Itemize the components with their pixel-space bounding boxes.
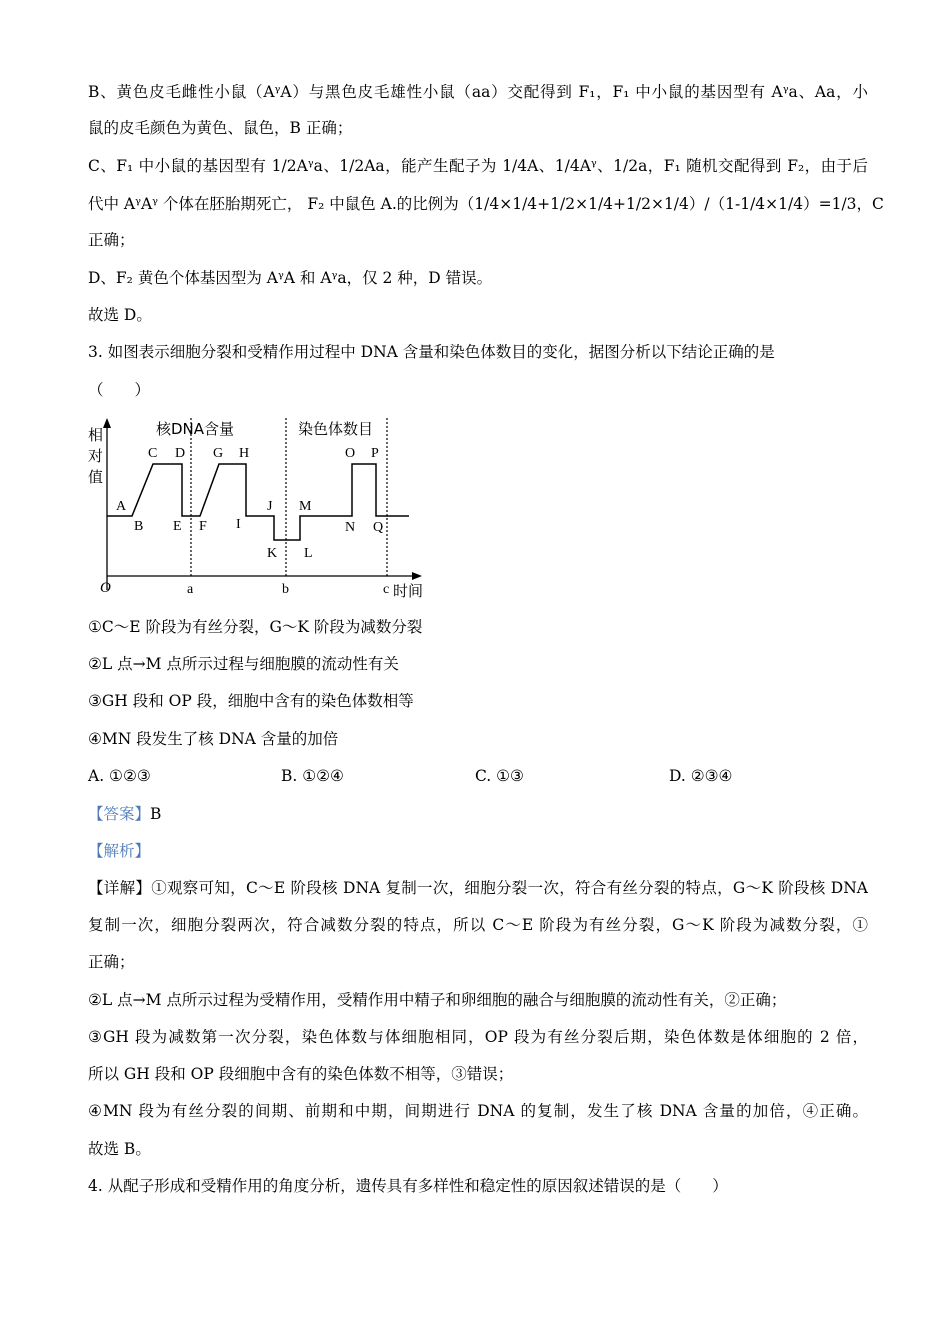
x-tick-a: a [187,582,194,597]
point-label-h: H [239,446,250,461]
prev-c-line1: C、F₁ 中小鼠的基因型有 1/2Aᵞa、1/2Aa，能产生配子为 1/4A、1/4Aᵞ、1/2a，F₁ 随机交配得到 F₂，由于后 [88,157,868,175]
prev-d-line: D、F₂ 黄色个体基因型为 AᵞA 和 Aᵞa，仅 2 种，D 错误。 [88,269,493,287]
answer-tag: 【答案】 [88,805,151,823]
detail-line-5: ③GH 段为减数第一次分裂，染色体数与体细胞相同，OP 段为有丝分裂后期，染色体数是体细胞的 2 倍， [88,1028,868,1046]
y-axis-label-1: 相 [88,426,104,444]
point-label-q: Q [373,520,384,535]
q3-option-c: C. ①③ [475,767,524,785]
x-tick-c: c [383,582,390,597]
point-label-o: O [345,446,356,461]
detail-line-1 [88,878,868,898]
point-label-g: G [213,446,224,461]
x-axis-label: 时间 [393,582,424,600]
point-label-f: F [199,519,207,534]
point-label-n: N [345,520,356,535]
detail-text-1: ①观察可知，C～E 阶段核 DNA 复制一次，细胞分裂一次，符合有丝分裂的特点，G～K 阶段核 DNA [151,879,868,897]
point-label-b: B [134,519,144,534]
detail-line-7: ④MN 段为有丝分裂的间期、前期和中期，间期进行 DNA 的复制，发生了核 DNA 含量的加倍，④正确。 [88,1102,868,1120]
prev-c-line2: 代中 AᵞAᵞ 个体在胚胎期死亡， F₂ 中鼠色 A.的比例为（1/4×1/4+1/2×1/4+1/2×1/4）/（1-1/4×1/4）=1/3，C [88,195,884,213]
q3-answer-line [88,804,868,824]
point-label-m: M [299,499,312,514]
q3-option-a: A. ①②③ [88,767,151,785]
point-label-p: P [371,446,379,461]
detail-line-2: 复制一次，细胞分裂两次，符合减数分裂的特点，所以 C～E 阶段为有丝分裂，G～K 阶段为减数分裂，① [88,916,868,934]
point-label-j: J [267,499,273,514]
detail-line-3: 正确； [88,953,135,971]
section-chromosome-label: 染色体数目 [298,420,374,438]
q4-stem: 4. 从配子形成和受精作用的角度分析，遗传具有多样性和稳定性的原因叙述错误的是（ ） [88,1177,728,1195]
section-dna-label: 核DNA含量 [156,420,235,438]
q3-statement-1: ①C～E 阶段为有丝分裂，G～K 阶段为减数分裂 [88,618,423,636]
answer-value: B [150,805,162,823]
origin-label: O [100,580,111,596]
y-axis-arrow [103,418,111,428]
detail-line-4: ②L 点→M 点所示过程为受精作用，受精作用中精子和卵细胞的融合与细胞膜的流动性有关，②正确； [88,991,787,1009]
x-tick-b: b [282,582,289,597]
analysis-tag: 【解析】 [88,842,151,860]
point-label-a: A [116,499,127,514]
prev-b-line1: B、黄色皮毛雌性小鼠（AᵞA）与黑色皮毛雄性小鼠（aa）交配得到 F₁，F₁ 中小鼠的基因型有 Aᵞa、Aa，小 [88,83,868,101]
x-axis-arrow [412,572,422,580]
detail-line-6: 所以 GH 段和 OP 段细胞中含有的染色体数不相等，③错误； [88,1065,514,1083]
dna-chromosome-figure [86,412,446,602]
point-label-k: K [267,546,278,561]
q3-stem-line2: （ ） [88,381,151,399]
y-axis-label-3: 值 [88,468,104,486]
value-curve [107,464,409,540]
q3-option-d: D. ②③④ [669,767,733,785]
y-axis-label-2: 对 [88,447,104,465]
point-label-l: L [304,546,313,561]
point-label-d: D [175,446,186,461]
detail-line-8: 故选 B。 [88,1140,151,1158]
point-label-i: I [236,517,241,532]
point-label-e: E [173,519,182,534]
q3-stem-line1: 3. 如图表示细胞分裂和受精作用过程中 DNA 含量和染色体数目的变化，据图分析以下结论正确的是 [88,343,775,361]
prev-c-line3: 正确； [88,231,135,249]
q3-option-b: B. ①②④ [281,767,344,785]
q3-statement-3: ③GH 段和 OP 段，细胞中含有的染色体数相等 [88,692,414,710]
detail-tag: 【详解】 [88,879,152,897]
prev-choose: 故选 D。 [88,306,152,324]
q3-statement-4: ④MN 段发生了核 DNA 含量的加倍 [88,730,339,748]
point-label-c: C [148,446,158,461]
q3-statement-2: ②L 点→M 点所示过程与细胞膜的流动性有关 [88,655,399,673]
prev-b-line2: 鼠的皮毛颜色为黄色、鼠色，B 正确； [88,119,353,137]
